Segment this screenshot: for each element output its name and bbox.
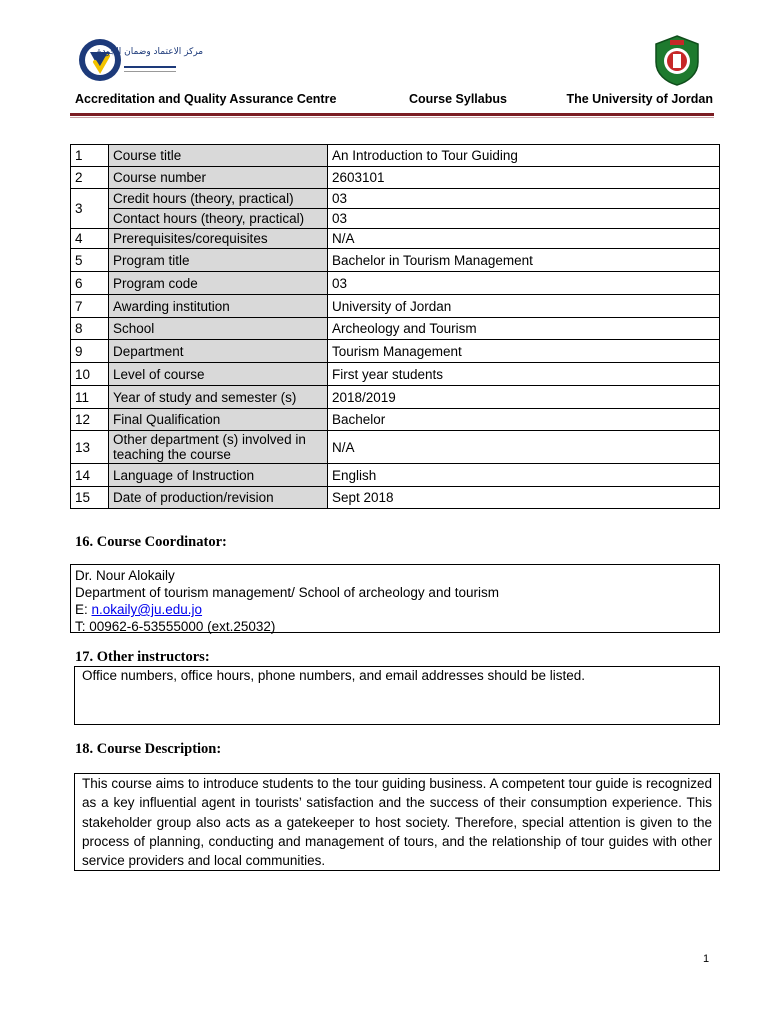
header-university-name: The University of Jordan bbox=[566, 92, 713, 106]
course-info-table bbox=[70, 144, 720, 509]
instructors-box bbox=[74, 666, 720, 725]
coordinator-name: Dr. Nour Alokaily bbox=[75, 568, 175, 583]
instructors-heading: 17. Other instructors: bbox=[75, 649, 210, 665]
row-value: Bachelor in Tourism Management bbox=[328, 249, 720, 272]
page-number: 1 bbox=[703, 953, 710, 965]
table-row bbox=[71, 487, 720, 509]
row-value: First year students bbox=[328, 363, 720, 386]
row-value: Bachelor bbox=[328, 409, 720, 431]
row-value: N/A bbox=[328, 229, 720, 249]
header-doc-type: Course Syllabus bbox=[409, 92, 507, 106]
header-divider bbox=[70, 113, 714, 116]
row-number: 5 bbox=[71, 249, 109, 272]
row-label: Final Qualification bbox=[109, 409, 328, 431]
row-value: N/A bbox=[328, 431, 720, 464]
row-value: Tourism Management bbox=[328, 340, 720, 363]
table-row bbox=[71, 464, 720, 487]
row-label: Level of course bbox=[109, 363, 328, 386]
row-number: 14 bbox=[71, 464, 109, 487]
coordinator-phone: T: 00962-6-53555000 (ext.25032) bbox=[75, 619, 276, 634]
description-heading: 18. Course Description: bbox=[75, 741, 222, 757]
row-label: Awarding institution bbox=[109, 295, 328, 318]
table-row bbox=[71, 386, 720, 409]
row-value: Archeology and Tourism bbox=[328, 318, 720, 340]
row-number: 7 bbox=[71, 295, 109, 318]
coordinator-email-line bbox=[75, 601, 715, 618]
coordinator-heading: 16. Course Coordinator: bbox=[75, 534, 227, 550]
row-value: 2603101 bbox=[328, 167, 720, 189]
description-box bbox=[74, 773, 720, 871]
row-label: Date of production/revision bbox=[109, 487, 328, 509]
row-value: 03 bbox=[328, 189, 720, 209]
row-label: Course title bbox=[109, 145, 328, 167]
row-value: English bbox=[328, 464, 720, 487]
header-centre-name: Accreditation and Quality Assurance Centre bbox=[75, 92, 337, 106]
row-value: 03 bbox=[328, 209, 720, 229]
row-label: Program title bbox=[109, 249, 328, 272]
row-number: 12 bbox=[71, 409, 109, 431]
row-number: 11 bbox=[71, 386, 109, 409]
row-value: Sept 2018 bbox=[328, 487, 720, 509]
row-number: 13 bbox=[71, 431, 109, 464]
instructors-text: Office numbers, office hours, phone numbers, and email addresses should be listed. bbox=[82, 668, 586, 683]
row-label: Year of study and semester (s) bbox=[109, 386, 328, 409]
row-label: Course number bbox=[109, 167, 328, 189]
row-number: 2 bbox=[71, 167, 109, 189]
row-label: Contact hours (theory, practical) bbox=[109, 209, 328, 229]
table-row bbox=[71, 340, 720, 363]
table-row bbox=[71, 167, 720, 189]
row-number: 8 bbox=[71, 318, 109, 340]
row-value: 03 bbox=[328, 272, 720, 295]
accreditation-centre-logo bbox=[78, 36, 204, 84]
table-row bbox=[71, 249, 720, 272]
row-value: 2018/2019 bbox=[328, 386, 720, 409]
row-label: School bbox=[109, 318, 328, 340]
coordinator-department: Department of tourism management/ School of archeology and tourism bbox=[75, 585, 499, 600]
row-number: 15 bbox=[71, 487, 109, 509]
row-number: 1 bbox=[71, 145, 109, 167]
description-text: This course aims to introduce students to the tour guiding business. A competent tour guide is recognized as a key influential agent in tourists’ satisfaction and the success of their consumption experience. This stakeholder group also acts as a gatekeeper to host society. Therefore, special attention is given to the process of planning, conducting and management of tours, and the relationship of tour guides with other service providers and local communities. bbox=[82, 776, 712, 869]
logo-arabic-text: مركز الاعتماد وضمان الجودة bbox=[96, 47, 204, 57]
table-row bbox=[71, 209, 720, 229]
row-label: Credit hours (theory, practical) bbox=[109, 189, 328, 209]
table-row bbox=[71, 431, 720, 464]
table-row bbox=[71, 295, 720, 318]
table-row bbox=[71, 318, 720, 340]
row-label: Department bbox=[109, 340, 328, 363]
coordinator-box bbox=[70, 564, 720, 633]
table-row bbox=[71, 229, 720, 249]
row-number: 9 bbox=[71, 340, 109, 363]
table-row bbox=[71, 189, 720, 209]
table-row bbox=[71, 145, 720, 167]
row-number: 4 bbox=[71, 229, 109, 249]
university-crest-logo bbox=[652, 34, 702, 86]
header-divider-shadow bbox=[70, 117, 714, 118]
table-row bbox=[71, 272, 720, 295]
document-header bbox=[75, 92, 713, 108]
row-value: An Introduction to Tour Guiding bbox=[328, 145, 720, 167]
email-prefix: E: bbox=[75, 602, 92, 617]
table-row bbox=[71, 409, 720, 431]
row-label: Other department (s) involved in teaching the course bbox=[109, 431, 328, 464]
row-label: Prerequisites/corequisites bbox=[109, 229, 328, 249]
row-label: Program code bbox=[109, 272, 328, 295]
row-value: University of Jordan bbox=[328, 295, 720, 318]
table-row bbox=[71, 363, 720, 386]
coordinator-email-link[interactable]: n.okaily@ju.edu.jo bbox=[91, 602, 203, 617]
row-label: Language of Instruction bbox=[109, 464, 328, 487]
row-number: 6 bbox=[71, 272, 109, 295]
row-number: 10 bbox=[71, 363, 109, 386]
row-number: 3 bbox=[71, 189, 109, 229]
